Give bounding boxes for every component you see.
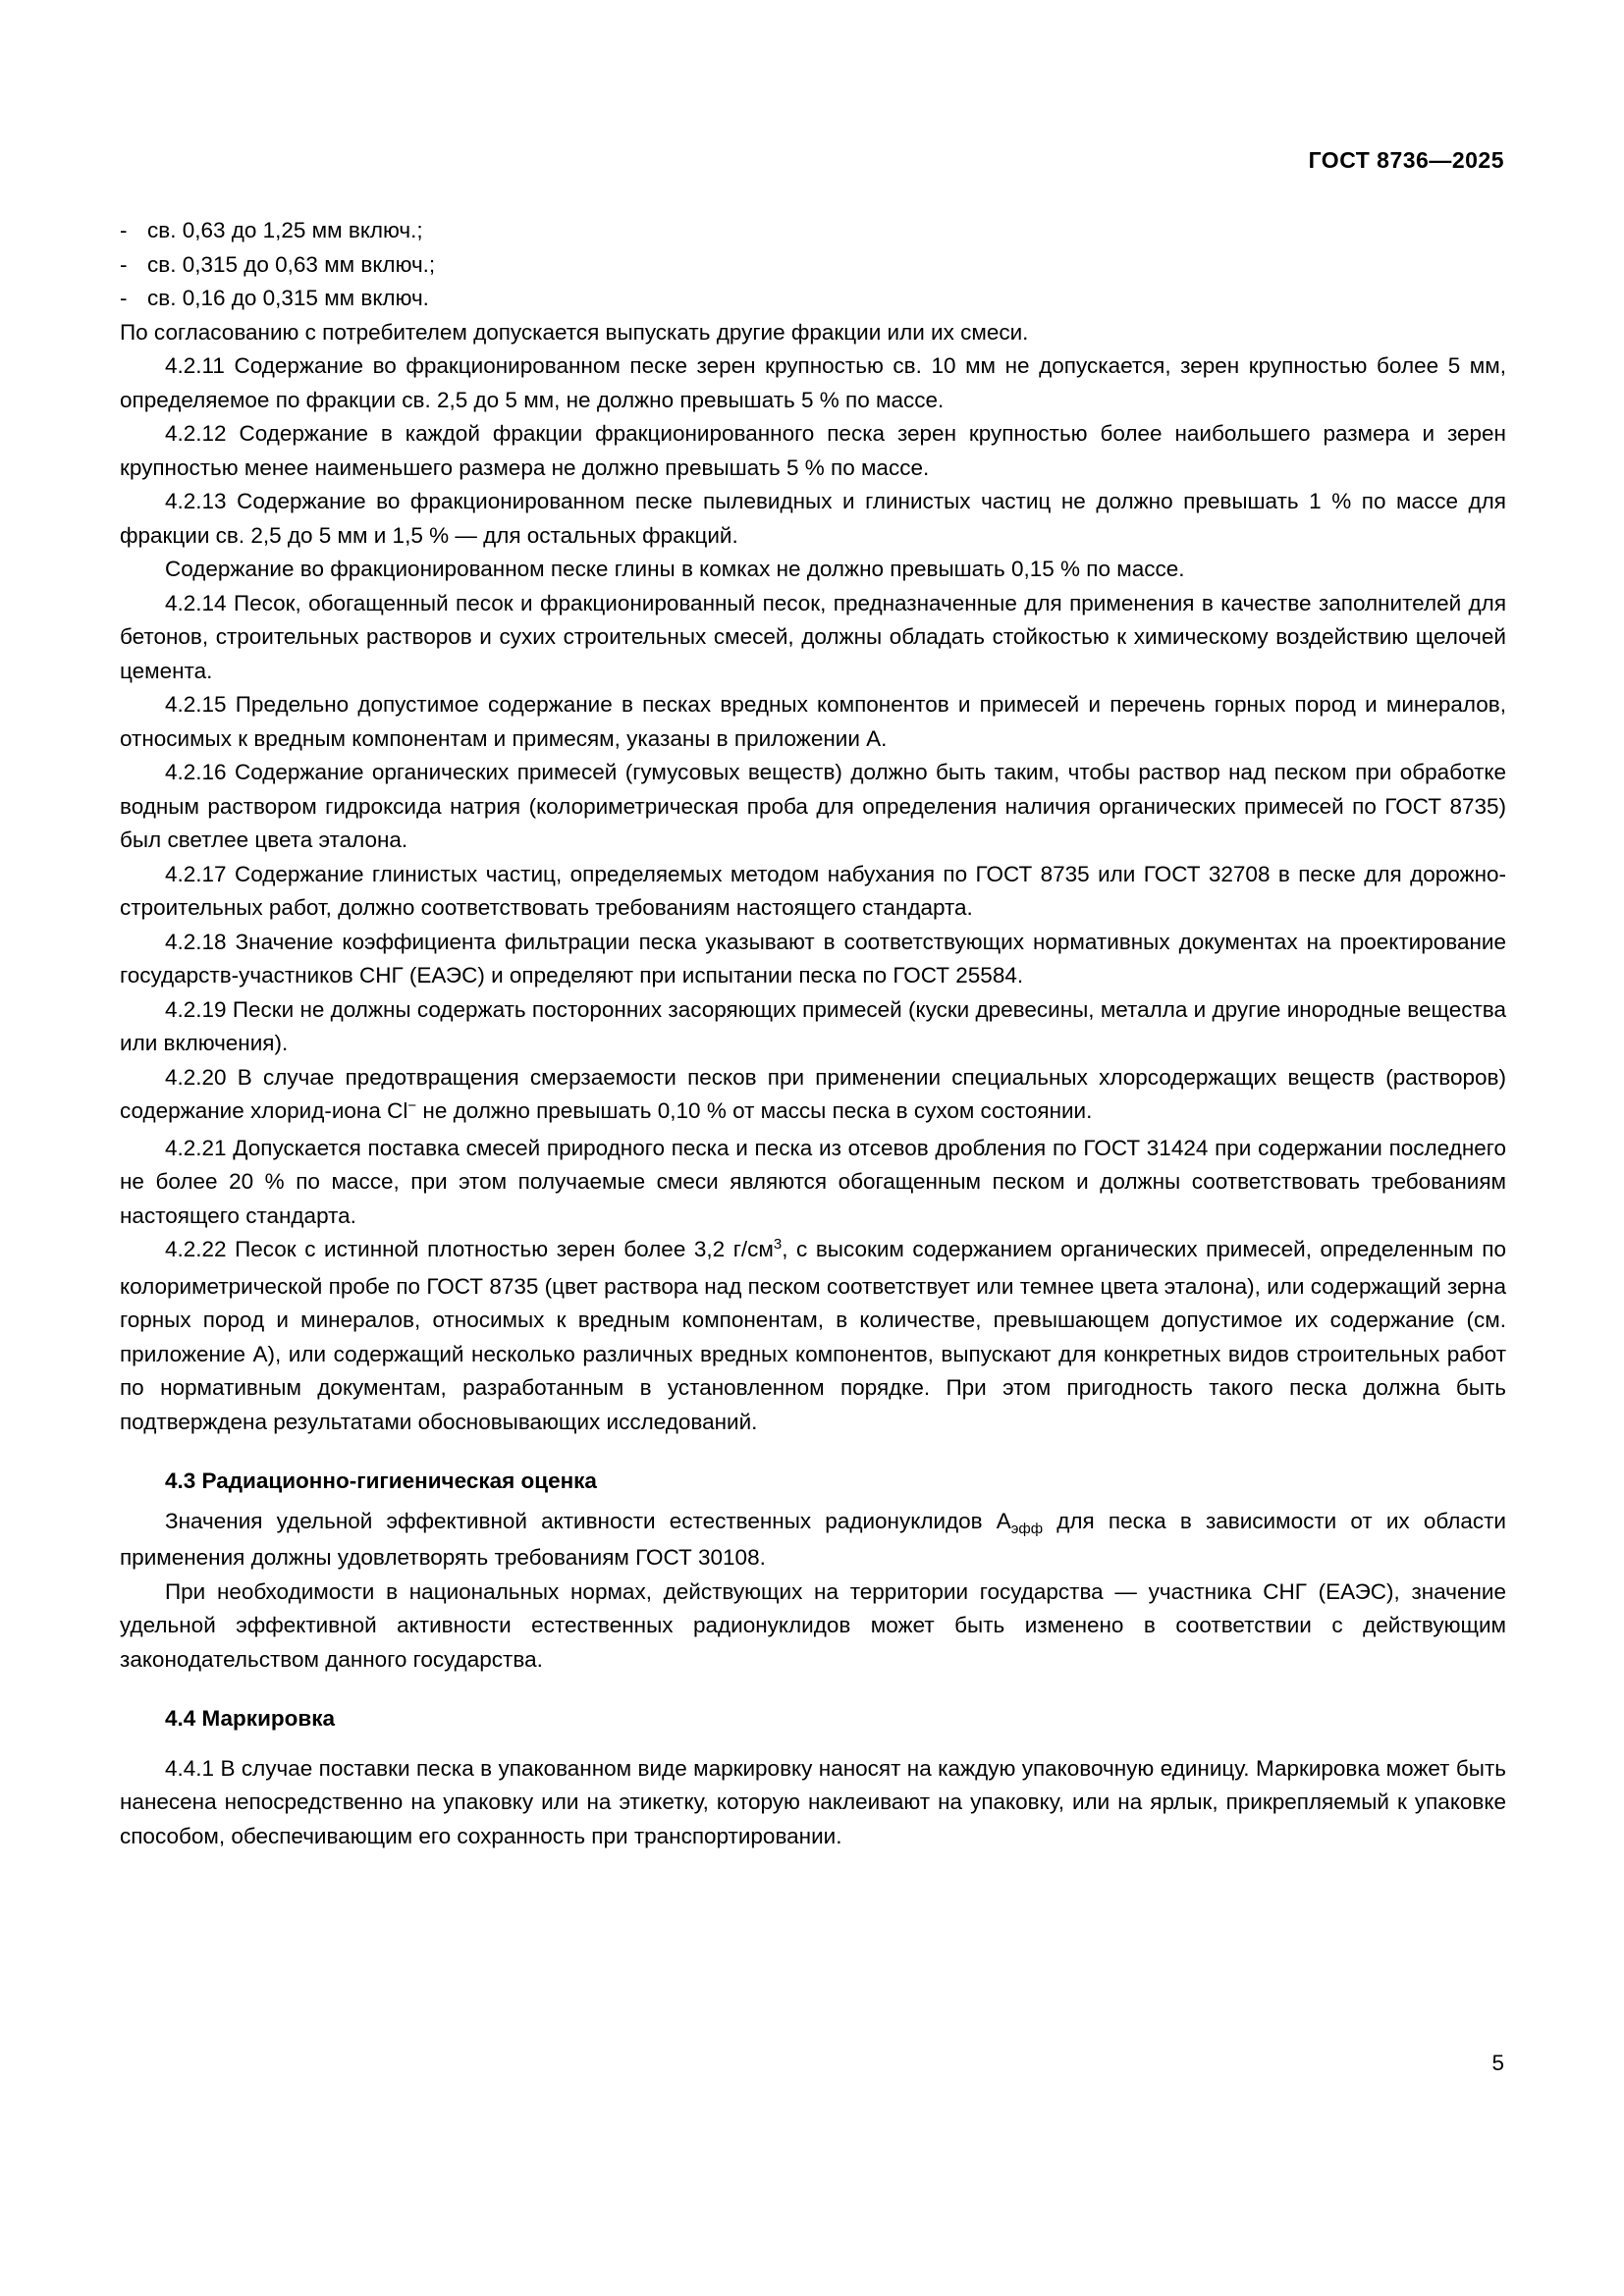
clause-4-3-paragraph-1: [120, 1505, 1506, 1575]
page-header-standard-number: ГОСТ 8736—2025: [1308, 147, 1504, 173]
fraction-list: [120, 214, 1506, 316]
page-number: 5: [1491, 2051, 1504, 2075]
clause-4-4-1: 4.4.1 В случае поставки песка в упакованном виде маркировку наносят на каждую упаковочную единицу. Маркировка может быть нанесена непосредственно на упаковку или на этикетку, которую наклеивают на упаковку, или на ярлык, прикрепляемый к упаковке способом, обеспечивающим его сохранность при транспортировании.: [120, 1755, 1506, 1848]
list-item-label: св. 0,16 до 0,315 мм включ.: [147, 286, 429, 310]
clause-4-2-22-text-a: 4.2.22 Песок с истинной плотностью зерен более 3,2 г/см: [165, 1237, 774, 1261]
page-body: [120, 214, 1506, 1853]
chloride-ion-charge: −: [407, 1097, 417, 1114]
clause-4-3-text-a: Значения удельной эффективной активности естественных радионуклидов А: [165, 1508, 1011, 1533]
clause-4-2-14: 4.2.14 Песок, обогащенный песок и фракционированный песок, предназначенные для применения в качестве заполнителей для бетонов, строительных растворов и сухих строительных смесей, должны обладать стойкостью к химическому воздействию щелочей цемента.: [120, 590, 1506, 683]
clause-4-2-22: [120, 1233, 1506, 1439]
heading-4-4: 4.4 Маркировка: [165, 1706, 335, 1731]
clause-4-2-19: 4.2.19 Пески не должны содержать посторонних засоряющих примесей (куски древесины, металла и другие инородные вещества или включения).: [120, 996, 1506, 1055]
paragraph-other-fractions: По согласованию с потребителем допускается выпускать другие фракции или их смеси.: [120, 319, 1029, 345]
clause-4-3-paragraph-2: При необходимости в национальных нормах, действующих на территории государства — участника СНГ (ЕАЭС), значение удельной эффективной активности естественных радионуклидов может быть изменено в соответствии с действующим законодательством данного государства.: [120, 1578, 1506, 1672]
clause-4-2-17: 4.2.17 Содержание глинистых частиц, определяемых методом набухания по ГОСТ 8735 или ГОСТ 32708 в песке для дорожно-строительных работ, должно соответствовать требованиям настоящего стандарта.: [120, 861, 1506, 920]
list-item-label: св. 0,63 до 1,25 мм включ.;: [147, 218, 423, 242]
list-item: [120, 248, 1506, 283]
clause-4-2-11: 4.2.11 Содержание во фракционированном песке зерен крупностью св. 10 мм не допускается, зерен крупностью более 5 мм, определяемое по фракции св. 2,5 до 5 мм, не должно превышать 5 % по массе.: [120, 353, 1506, 412]
clause-4-2-13: 4.2.13 Содержание во фракционированном песке пылевидных и глинистых частиц не должно превышать 1 % по массе для фракции св. 2,5 до 5 мм и 1,5 % — для остальных фракций.: [120, 489, 1506, 548]
list-item-label: св. 0,315 до 0,63 мм включ.;: [147, 251, 436, 277]
clause-4-2-20: [120, 1061, 1506, 1132]
clause-4-2-21: 4.2.21 Допускается поставка смесей природного песка и песка из отсевов дробления по ГОСТ 31424 при содержании последнего не более 20 % по массе, при этом получаемые смеси являются обогащенным песком и должны соответствовать требованиям настоящего стандарта.: [120, 1135, 1506, 1228]
clause-4-2-20-text-b: не должно превышать 0,10 % от массы песка в сухом состоянии.: [416, 1098, 1093, 1123]
list-item: [120, 282, 1506, 316]
dash-bullet-icon: -: [120, 218, 128, 242]
clause-4-2-18: 4.2.18 Значение коэффициента фильтрации песка указывают в соответствующих нормативных документах на проектирование государств-участников СНГ (ЕАЭС) и определяют при испытании песка по ГОСТ 25584.: [120, 929, 1506, 988]
cubic-exponent: 3: [773, 1236, 783, 1253]
dash-bullet-icon: -: [120, 286, 128, 310]
clause-4-2-16: 4.2.16 Содержание органических примесей (гумусовых веществ) должно быть таким, чтобы раствор над песком при обработке водным раствором гидроксида натрия (колориметрическая проба для определения наличия органических примесей по ГОСТ 8735) был светлее цвета эталона.: [120, 760, 1506, 852]
a-eff-subscript: эфф: [1010, 1520, 1044, 1537]
clause-4-2-12: 4.2.12 Содержание в каждой фракции фракционированного песка зерен крупностью более наибольшего размера и зерен крупностью менее наименьшего размера не должно превышать 5 % по массе.: [120, 421, 1506, 480]
clause-4-2-20-text-a: 4.2.20 В случае предотвращения смерзаемости песков при применении специальных хлорсодержащих веществ (растворов) содержание хлорид-иона Cl: [120, 1064, 1506, 1123]
heading-4-3: 4.3 Радиационно-гигиеническая оценка: [165, 1468, 597, 1493]
clause-4-2-22-text-b: , с высоким содержанием органических примесей, определенным по колориметрической пробе по ГОСТ 8735 (цвет раствора над песком соответствует или темнее цвета эталона), или содержащий зерна горных пород и минералов, относимых к вредным компонентам, в количестве, превышающем допустимое их содержание (см. приложение А), или содержащий несколько различных вредных компонентов, выпускают для конкретных видов строительных работ по нормативным документам, разработанным в установленном порядке. При этом пригодность такого песка должна быть подтверждена результатами обосновывающих исследований.: [120, 1237, 1506, 1434]
clause-4-3-text-b: для песка в зависимости от их области применения должны удовлетворять требованиям ГОСТ 30108.: [120, 1508, 1506, 1570]
dash-bullet-icon: -: [120, 251, 128, 277]
clause-4-2-13-continued: Содержание во фракционированном песке глины в комках не должно превышать 0,15 % по массе.: [165, 557, 1185, 581]
clause-4-2-15: 4.2.15 Предельно допустимое содержание в песках вредных компонентов и примесей и перечень горных пород и минералов, относимых к вредным компонентам и примесям, указаны в приложении А.: [120, 692, 1506, 751]
list-item: [120, 214, 1506, 248]
